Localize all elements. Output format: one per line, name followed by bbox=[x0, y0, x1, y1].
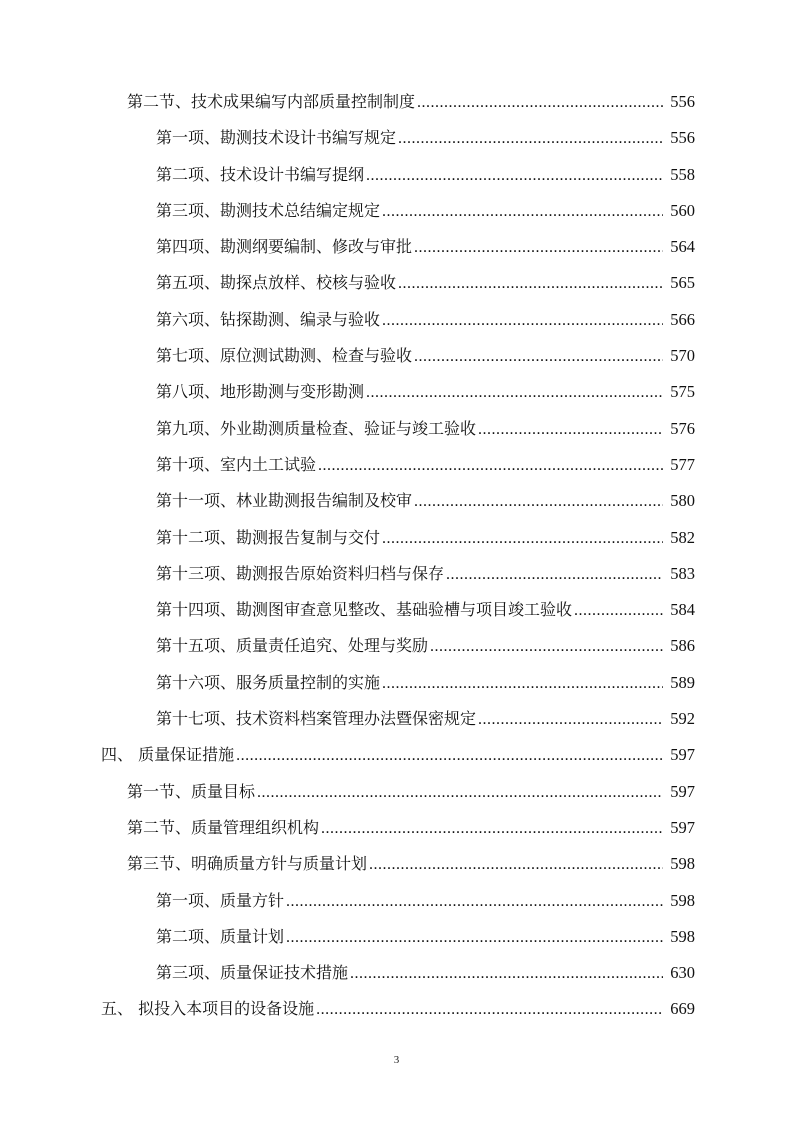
toc-entry[interactable] bbox=[0, 374, 793, 410]
toc-entry-label: 第八项、地形勘测与变形勘测 bbox=[156, 382, 365, 402]
toc-entry-page: 564 bbox=[670, 237, 695, 257]
toc-leader-dots bbox=[366, 158, 663, 194]
toc-entry-page: 586 bbox=[670, 636, 695, 656]
toc-entry[interactable] bbox=[0, 157, 793, 193]
toc-entry-label: 第三项、勘测技术总结编定规定 bbox=[156, 200, 381, 220]
toc-entry-line bbox=[127, 810, 695, 847]
toc-entry[interactable] bbox=[0, 447, 793, 483]
toc-entry-label: 第七项、原位测试勘测、检查与验收 bbox=[156, 346, 413, 366]
toc-entry-line bbox=[156, 556, 695, 593]
toc-entry-label: 第五项、勘探点放样、校核与验收 bbox=[156, 273, 397, 293]
toc-entry-page: 566 bbox=[670, 309, 695, 329]
toc-entry[interactable] bbox=[0, 955, 793, 991]
toc-entry-page: 556 bbox=[670, 128, 695, 148]
toc-entry-label: 第一项、勘测技术设计书编写规定 bbox=[156, 128, 397, 148]
toc-entry-label: 第十项、室内土工试验 bbox=[156, 454, 317, 474]
toc-leader-dots bbox=[398, 266, 663, 302]
toc-entry-page: 597 bbox=[670, 745, 695, 765]
toc-leader-dots bbox=[382, 194, 663, 230]
table-of-contents bbox=[0, 84, 793, 1028]
toc-entry-line bbox=[156, 919, 695, 956]
toc-leader-dots bbox=[318, 448, 663, 484]
toc-entry-line bbox=[156, 701, 695, 738]
toc-entry-page: 583 bbox=[670, 563, 695, 583]
toc-entry-line bbox=[156, 883, 695, 920]
toc-entry-label: 第十三项、勘测报告原始资料归档与保存 bbox=[156, 563, 445, 583]
toc-entry-page: 558 bbox=[670, 164, 695, 184]
toc-entry-line bbox=[156, 483, 695, 520]
toc-entry[interactable] bbox=[0, 665, 793, 701]
toc-entry-page: 580 bbox=[670, 491, 695, 511]
toc-entry[interactable] bbox=[0, 338, 793, 374]
toc-entry-line bbox=[156, 374, 695, 411]
toc-entry[interactable] bbox=[0, 919, 793, 955]
toc-entry-label: 第十七项、技术资料档案管理办法暨保密规定 bbox=[156, 709, 477, 729]
toc-entry-label: 第三项、质量保证技术措施 bbox=[156, 963, 349, 983]
toc-entry-page: 565 bbox=[670, 273, 695, 293]
toc-entry[interactable] bbox=[0, 737, 793, 773]
toc-entry-line bbox=[156, 665, 695, 702]
toc-entry-line bbox=[156, 229, 695, 266]
toc-leader-dots bbox=[574, 593, 663, 629]
toc-entry[interactable] bbox=[0, 592, 793, 628]
toc-leader-dots bbox=[369, 847, 663, 883]
toc-leader-dots bbox=[350, 956, 663, 992]
toc-entry-label: 第十四项、勘测图审查意见整改、基础验槽与项目竣工验收 bbox=[156, 600, 573, 620]
toc-leader-dots bbox=[430, 629, 663, 665]
toc-entry-line bbox=[156, 265, 695, 302]
toc-entry[interactable] bbox=[0, 84, 793, 120]
toc-entry-page: 598 bbox=[670, 854, 695, 874]
toc-entry-label: 第六项、钻探勘测、编录与验收 bbox=[156, 309, 381, 329]
toc-entry-line bbox=[156, 338, 695, 375]
toc-entry-page: 560 bbox=[670, 200, 695, 220]
toc-entry[interactable] bbox=[0, 628, 793, 664]
toc-entry-page: 597 bbox=[670, 781, 695, 801]
toc-entry-label: 四、 质量保证措施 bbox=[101, 745, 235, 765]
toc-entry-line bbox=[156, 411, 695, 448]
toc-entry[interactable] bbox=[0, 810, 793, 846]
toc-entry-label: 第二项、技术设计书编写提纲 bbox=[156, 164, 365, 184]
toc-entry-line bbox=[156, 447, 695, 484]
toc-entry-label: 第二项、质量计划 bbox=[156, 926, 285, 946]
toc-leader-dots bbox=[382, 303, 663, 339]
toc-entry-line bbox=[156, 628, 695, 665]
toc-entry-page: 589 bbox=[670, 672, 695, 692]
toc-entry-line bbox=[156, 157, 695, 194]
toc-entry-line bbox=[156, 120, 695, 157]
toc-entry[interactable] bbox=[0, 701, 793, 737]
toc-entry-label: 五、 拟投入本项目的设备设施 bbox=[101, 999, 315, 1019]
toc-entry-label: 第二节、质量管理组织机构 bbox=[127, 817, 320, 837]
toc-entry-line bbox=[127, 846, 695, 883]
toc-leader-dots bbox=[286, 920, 663, 956]
toc-entry[interactable] bbox=[0, 991, 793, 1027]
toc-leader-dots bbox=[382, 666, 663, 702]
toc-leader-dots bbox=[414, 339, 663, 375]
toc-leader-dots bbox=[236, 738, 663, 774]
toc-entry-page: 598 bbox=[670, 926, 695, 946]
toc-entry-label: 第二节、技术成果编写内部质量控制制度 bbox=[127, 92, 416, 111]
toc-entry-page: 556 bbox=[670, 92, 695, 111]
toc-entry-line bbox=[101, 991, 695, 1028]
toc-entry-page: 570 bbox=[670, 346, 695, 366]
toc-entry-line bbox=[156, 592, 695, 629]
toc-entry-label: 第十五项、质量责任追究、处理与奖励 bbox=[156, 636, 429, 656]
toc-entry-label: 第十一项、林业勘测报告编制及校审 bbox=[156, 491, 413, 511]
toc-entry[interactable] bbox=[0, 229, 793, 265]
page-number: 3 bbox=[393, 1054, 400, 1066]
toc-entry-line bbox=[156, 520, 695, 557]
toc-entry[interactable] bbox=[0, 483, 793, 519]
toc-entry-page: 577 bbox=[670, 454, 695, 474]
toc-leader-dots bbox=[414, 230, 663, 266]
toc-entry-page: 584 bbox=[670, 600, 695, 620]
toc-entry-page: 576 bbox=[670, 418, 695, 438]
toc-entry-page: 630 bbox=[670, 963, 695, 983]
toc-entry-label: 第三节、明确质量方针与质量计划 bbox=[127, 854, 368, 874]
toc-entry[interactable] bbox=[0, 411, 793, 447]
toc-entry-page: 598 bbox=[670, 890, 695, 910]
toc-entry-label: 第一节、质量目标 bbox=[127, 781, 256, 801]
toc-leader-dots bbox=[446, 557, 663, 593]
toc-entry[interactable] bbox=[0, 774, 793, 810]
toc-leader-dots bbox=[398, 121, 663, 157]
toc-entry[interactable] bbox=[0, 556, 793, 592]
toc-leader-dots bbox=[417, 85, 663, 121]
toc-entry[interactable] bbox=[0, 520, 793, 556]
toc-entry-line bbox=[127, 84, 695, 121]
toc-entry-label: 第四项、勘测纲要编制、修改与审批 bbox=[156, 237, 413, 257]
toc-entry[interactable] bbox=[0, 846, 793, 882]
toc-entry-label: 第十二项、勘测报告复制与交付 bbox=[156, 527, 381, 547]
toc-leader-dots bbox=[286, 884, 663, 920]
toc-entry-line bbox=[101, 737, 695, 774]
toc-entry[interactable] bbox=[0, 883, 793, 919]
toc-entry-page: 582 bbox=[670, 527, 695, 547]
toc-entry-line bbox=[156, 193, 695, 230]
toc-entry-page: 575 bbox=[670, 382, 695, 402]
toc-entry-page: 597 bbox=[670, 817, 695, 837]
toc-entry-page: 592 bbox=[670, 709, 695, 729]
toc-entry[interactable] bbox=[0, 265, 793, 301]
toc-entry-line bbox=[127, 774, 695, 811]
toc-entry-line bbox=[156, 302, 695, 339]
toc-entry-label: 第一项、质量方针 bbox=[156, 890, 285, 910]
toc-leader-dots bbox=[321, 811, 663, 847]
toc-leader-dots bbox=[316, 992, 663, 1028]
toc-leader-dots bbox=[366, 375, 663, 411]
toc-leader-dots bbox=[257, 775, 663, 811]
toc-entry-line bbox=[156, 955, 695, 992]
toc-entry[interactable] bbox=[0, 302, 793, 338]
toc-entry[interactable] bbox=[0, 120, 793, 156]
toc-entry-label: 第九项、外业勘测质量检查、验证与竣工验收 bbox=[156, 418, 477, 438]
toc-leader-dots bbox=[414, 484, 663, 520]
toc-entry[interactable] bbox=[0, 193, 793, 229]
toc-leader-dots bbox=[478, 412, 663, 448]
toc-entry-label: 第十六项、服务质量控制的实施 bbox=[156, 672, 381, 692]
toc-leader-dots bbox=[478, 702, 663, 738]
toc-entry-page: 669 bbox=[670, 999, 695, 1019]
toc-leader-dots bbox=[382, 521, 663, 557]
